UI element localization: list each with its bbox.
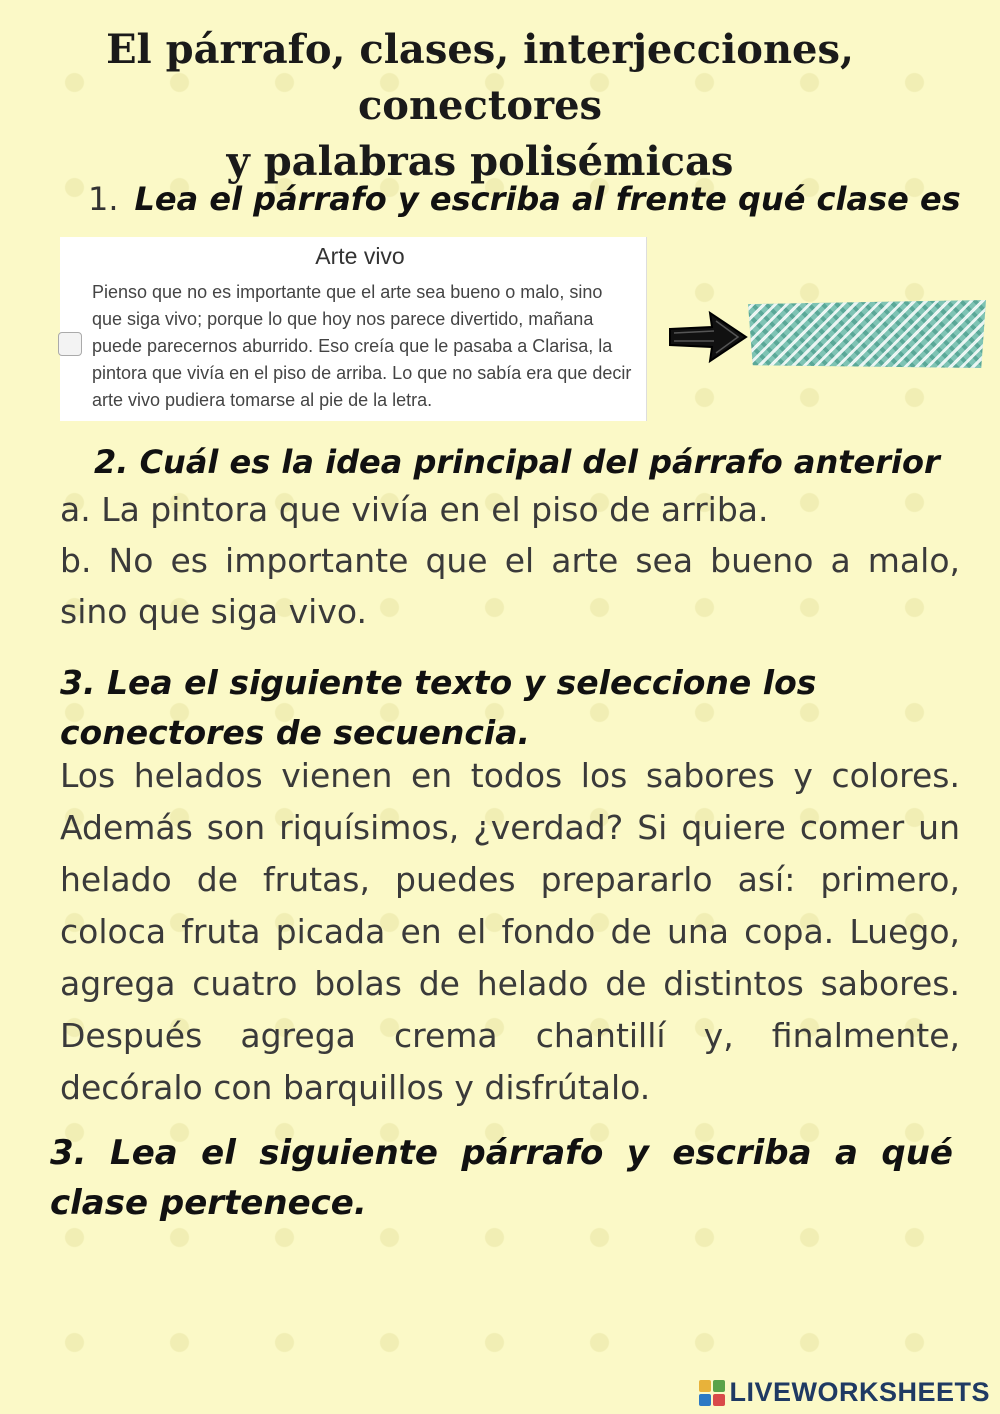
reading-card-image bbox=[60, 237, 647, 421]
question-3: 3. Lea el siguiente texto y seleccione los conectores de secuencia. bbox=[60, 663, 817, 752]
answer-input-field[interactable] bbox=[748, 300, 986, 368]
title-line-2: y palabras polisémicas bbox=[226, 138, 734, 185]
ice-cream-paragraph[interactable]: Los helados vienen en todos los sabores y colores. Además son riquísimos, ¿verdad? Si quiere comer un helado de frutas, puedes prepararlo así: primero, coloca fruta picada en el fondo de una copa. Luego, agrega cuatro bolas de helado de distintos sabores. Después agrega crema chantillí y, finalmente, decóralo con barquillos y disfrútalo. bbox=[60, 756, 960, 1107]
option-a[interactable]: a. La pintora que vivía en el piso de arriba. bbox=[60, 490, 769, 529]
liveworksheets-logo bbox=[699, 1377, 990, 1408]
question-2: 2. Cuál es la idea principal del párrafo anterior bbox=[94, 443, 940, 481]
worksheet-title bbox=[0, 22, 960, 190]
card-checkbox bbox=[58, 332, 82, 356]
logo-mark-icon bbox=[699, 1380, 725, 1406]
card-title: Arte vivo bbox=[315, 243, 405, 269]
question-4: 3. Lea el siguiente párrafo y escriba a qué clase pertenece. bbox=[50, 1133, 953, 1223]
arrow-right-icon bbox=[668, 307, 750, 367]
option-b[interactable]: b. No es importante que el arte sea bueno a malo, sino que siga vivo. bbox=[60, 541, 960, 631]
title-line-1: El párrafo, clases, interjecciones, conectores bbox=[106, 26, 854, 129]
question-1 bbox=[88, 180, 961, 218]
question-1-number: 1. bbox=[88, 180, 119, 218]
card-text: Pienso que no es importante que el arte sea bueno o malo, sino que siga vivo; porque lo que hoy nos parece divertido, mañana puede parecernos aburrido. Eso creía que le pasaba a Clarisa, la pintora que vivía en el piso de arriba. Lo que no sabía era que decir arte vivo pudiera tomarse al pie de la letra. bbox=[92, 282, 632, 410]
question-1-text: Lea el párrafo y escriba al frente qué clase es bbox=[134, 180, 961, 218]
logo-text: LIVEWORKSHEETS bbox=[729, 1377, 990, 1407]
